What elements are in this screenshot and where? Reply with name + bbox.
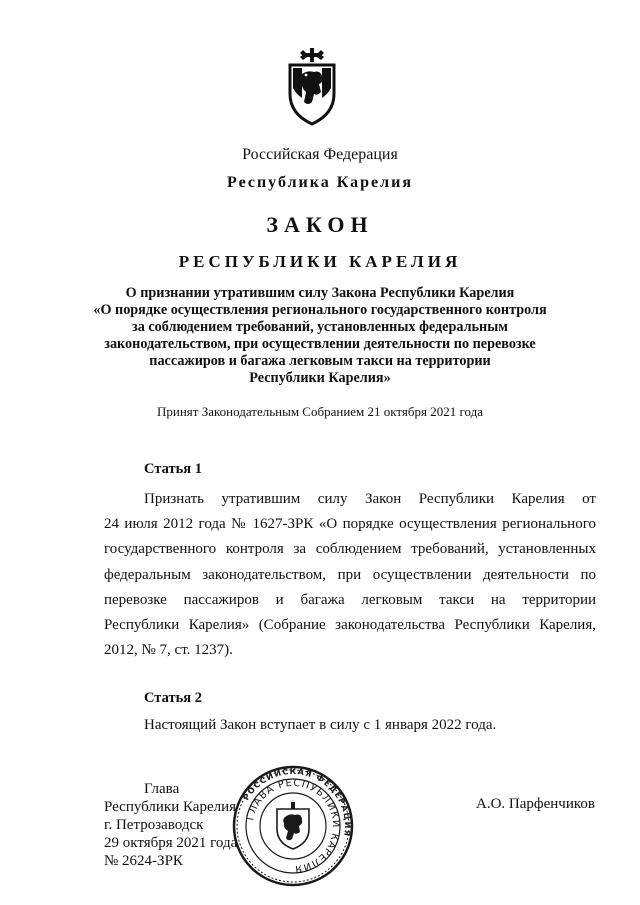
article-1-line: Признать утратившим силу Закон Республики Карелия от [144, 491, 596, 507]
article-2-body: Настоящий Закон вступает в силу с 1 января 2022 года. [144, 717, 497, 733]
article-1-line: федеральным законодательством, при осуществлении деятельности по [104, 566, 596, 583]
law-name-line: О признании утратившим силу Закона Республики Карелия [125, 285, 515, 301]
law-name-line: «О порядке осуществления регионального государственного контроля [93, 302, 547, 318]
adoption-note: Принят Законодательным Собранием 21 октября 2021 года [156, 404, 484, 419]
law-name-line: законодательством, при осуществлении деятельности по перевозке [104, 336, 536, 352]
article-1-line: перевозке пассажиров и багажа легковым такси на территории [104, 591, 596, 608]
article-1-heading: Статья 1 [144, 461, 202, 477]
law-name-line: пассажиров и багажа легковым такси на территории [149, 353, 491, 369]
signing-date: 29 октября 2021 года [104, 835, 238, 851]
signature-block [104, 780, 237, 870]
signatory-title-line2: Республики Карелия [104, 799, 237, 815]
article-1-line: 24 июля 2012 года № 1627-ЗРК «О порядке осуществления регионального [104, 516, 596, 533]
signing-city: г. Петрозаводск [104, 817, 204, 833]
signatory-title: Глава [144, 781, 180, 797]
law-name [80, 285, 560, 387]
law-name-line: за соблюдением требований, установленных федеральным [132, 319, 508, 335]
article-1-line: 2012, № 7, ст. 1237). [104, 642, 233, 659]
law-number: № 2624-ЗРК [104, 853, 183, 869]
article-2-heading: Статья 2 [144, 690, 202, 706]
seal-inner-text: ГЛАВА РЕСПУБЛИКИ КАРЕЛИЯ [245, 777, 342, 875]
article-1-body [104, 487, 596, 663]
article-1-line: государственного контроля за соблюдением требований, установленных [104, 541, 596, 558]
republic-name: Республика Карелия [227, 174, 413, 191]
seal-outer-text: РОССИЙСКАЯ ФЕДЕРАЦИЯ [241, 766, 353, 838]
article-1-line: Республики Карелия» (Собрание законодательства Республики Карелия, [104, 617, 596, 634]
signer-name: А.О. Парфенчиков [476, 796, 595, 812]
coat-of-arms-icon [284, 48, 340, 128]
country-name: Российская Федерация [242, 146, 398, 163]
law-title: ЗАКОН [266, 212, 374, 237]
coat-of-arms-emblem [284, 48, 340, 128]
seal-stamp-icon [232, 765, 354, 887]
law-name-line: Республики Карелия» [249, 370, 391, 386]
law-subtitle: РЕСПУБЛИКИ КАРЕЛИЯ [178, 252, 462, 271]
official-seal [232, 765, 354, 887]
